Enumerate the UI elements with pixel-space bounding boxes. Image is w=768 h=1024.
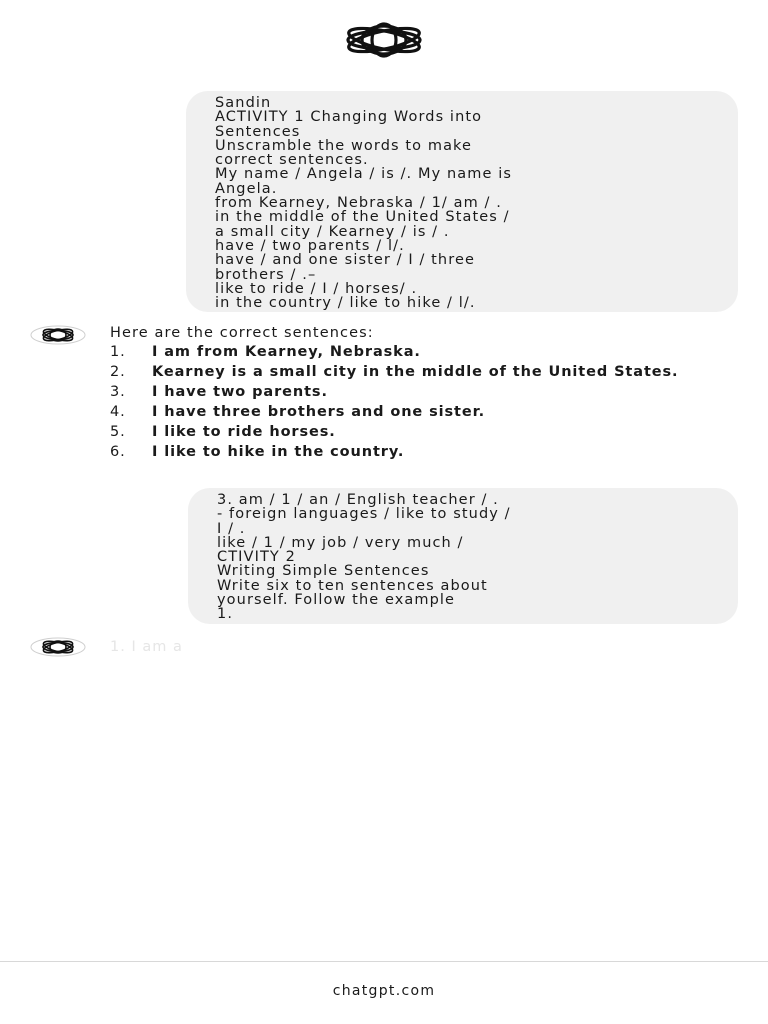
message-line: yourself. Follow the example [217, 592, 456, 609]
answer-list [110, 345, 710, 465]
message-line: Sentences [215, 123, 301, 140]
assistant-avatar-icon [30, 637, 86, 657]
list-item [110, 405, 710, 420]
message-line: 1. [217, 606, 234, 623]
message-line: have / and one sister / I / three [215, 252, 476, 269]
assistant-avatar-icon [30, 325, 86, 345]
list-item [110, 445, 710, 460]
message-line: a small city / Kearney / is / . [215, 223, 450, 240]
footer-domain: chatgpt.com [332, 983, 436, 999]
list-text: I have three brothers and one sister. [152, 404, 486, 420]
message-line: Writing Simple Sentences [217, 563, 430, 580]
assistant-intro-text: Here are the correct sentences: [110, 325, 374, 341]
list-number: 2. [110, 364, 126, 380]
list-text: I am from Kearney, Nebraska. [152, 344, 421, 360]
message-line: Write six to ten sentences about [217, 577, 488, 594]
user-message-bubble [186, 91, 738, 312]
list-item [110, 345, 710, 360]
message-line: ACTIVITY 1 Changing Words into [215, 109, 483, 126]
message-line: in the middle of the United States / [215, 209, 510, 226]
list-text: I like to hike in the country. [152, 444, 405, 460]
list-number: 1. [110, 344, 126, 360]
list-item [110, 365, 710, 380]
message-line: Angela. [215, 180, 278, 197]
footer-divider [0, 961, 768, 962]
assistant-partial-text: 1. I am a [110, 639, 183, 655]
list-item [110, 425, 710, 440]
message-line: My name / Angela / is /. My name is [215, 166, 512, 183]
message-line: Sandin [215, 95, 272, 111]
list-number: 4. [110, 404, 126, 420]
list-text: Kearney is a small city in the middle of the United States. [152, 364, 679, 380]
openai-logo-icon [332, 20, 436, 60]
message-line: have / two parents / l/. [215, 237, 405, 254]
list-text: I have two parents. [152, 384, 328, 400]
message-line: - foreign languages / like to study / [217, 506, 511, 523]
message-line: CTIVITY 2 [217, 549, 296, 566]
user-message-bubble [188, 488, 738, 624]
message-line: 3. am / 1 / an / English teacher / . [217, 492, 499, 508]
message-line: from Kearney, Nebraska / 1/ am / . [215, 195, 502, 212]
list-item [110, 385, 710, 400]
message-line: like to ride / I / horses/ . [215, 280, 418, 297]
list-number: 5. [110, 424, 126, 440]
list-text: I like to ride horses. [152, 424, 336, 440]
message-line: like / 1 / my job / very much / [217, 534, 464, 551]
message-line: in the country / like to hike / l/. [215, 295, 476, 312]
message-line: Unscramble the words to make [215, 137, 473, 154]
message-line: correct sentences. [215, 152, 369, 169]
message-line: brothers / .– [215, 266, 317, 283]
list-number: 6. [110, 444, 126, 460]
list-number: 3. [110, 384, 126, 400]
message-line: I / . [217, 520, 246, 537]
